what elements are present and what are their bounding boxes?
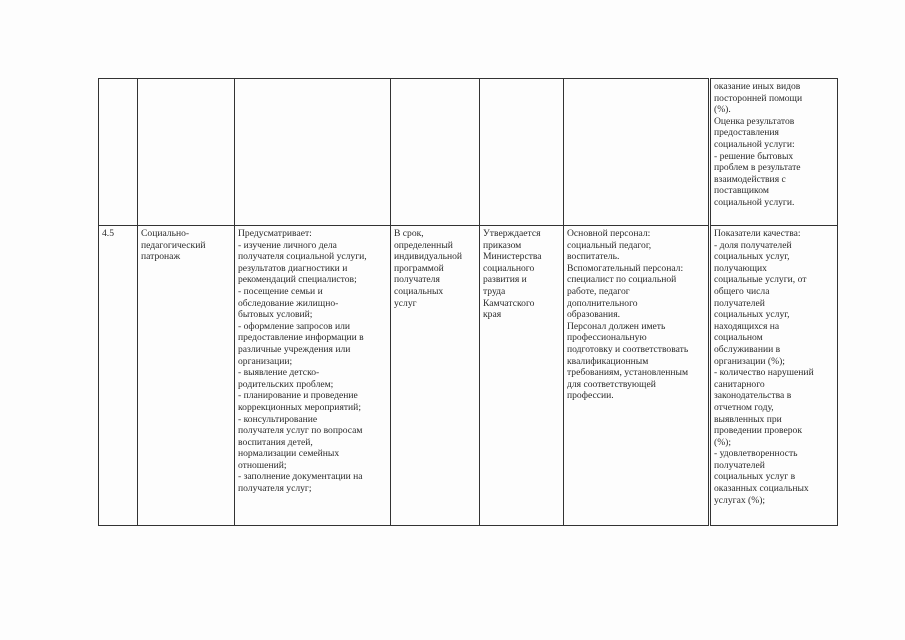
cell-service-content	[235, 226, 391, 526]
content-line: Предусматривает:	[238, 228, 312, 239]
content-line: - выявление детско-	[238, 367, 320, 379]
content-line: - консультирование	[238, 413, 318, 425]
quality-line: проблем в результате	[714, 162, 801, 174]
quality-line: предоставления	[714, 127, 779, 139]
tariff-line: Камчатского	[483, 297, 535, 309]
staff-line: воспитатель.	[567, 251, 620, 263]
term-line: получателя	[394, 274, 440, 286]
tariff-line: труда	[483, 285, 506, 297]
quality-line: Показатели качества:	[714, 228, 801, 239]
cell-staff-empty	[564, 79, 710, 226]
content-line: получателя услуг;	[238, 483, 312, 495]
content-line: получателя услуг по вопросам	[238, 425, 363, 437]
cell-quality-previous	[710, 79, 838, 226]
service-name-line: Социально-	[141, 228, 190, 239]
content-line: организации;	[238, 355, 293, 367]
tariff-line: Утверждается	[483, 228, 541, 239]
term-line: социальных	[394, 285, 444, 297]
term-line: определенный	[394, 239, 453, 251]
quality-line: социальные услуги, от	[714, 274, 807, 286]
quality-line: социальной услуги:	[714, 138, 795, 150]
staff-line: работе, педагог	[567, 285, 630, 297]
service-name-line: педагогический	[141, 239, 206, 251]
content-line: получателя социальной услуги,	[238, 251, 367, 263]
cell-content-empty	[235, 79, 391, 226]
staff-line: профессиональную	[567, 332, 647, 344]
content-line: рекомендаций специалистов;	[238, 274, 357, 286]
quality-line: услугах (%);	[714, 494, 766, 506]
tariff-line: приказом	[483, 239, 522, 251]
quality-line: социальных услуг,	[714, 309, 790, 321]
quality-line: получателей	[714, 459, 765, 471]
services-table	[98, 78, 838, 526]
term-line: индивидуальной	[394, 251, 463, 263]
quality-line: - удовлетворенность	[714, 448, 798, 460]
content-line: - изучение личного дела	[238, 239, 337, 251]
staff-line: Вспомогательный персонал:	[567, 262, 684, 274]
quality-line: - решение бытовых	[714, 150, 794, 162]
staff-line: образования.	[567, 309, 621, 321]
quality-line: социальных услуг,	[714, 251, 790, 263]
quality-line: - количество нарушений	[714, 367, 814, 379]
quality-line: получающих	[714, 262, 767, 274]
cell-term-empty	[391, 79, 480, 226]
staff-line: Персонал должен иметь	[567, 320, 666, 332]
content-line: воспитания детей,	[238, 436, 313, 448]
quality-line: оказанных социальных	[714, 483, 809, 495]
staff-line: специалист по социальной	[567, 274, 677, 286]
content-line: родительских проблем;	[238, 378, 334, 390]
content-line: нормализации семейных	[238, 448, 340, 460]
cell-service-name	[138, 226, 235, 526]
cell-staff	[564, 226, 710, 526]
quality-line: (%);	[714, 436, 732, 448]
term-line: программой	[394, 262, 444, 274]
staff-line: квалификационным	[567, 355, 649, 367]
cell-tariff	[480, 226, 564, 526]
quality-line: санитарного	[714, 378, 765, 390]
term-line: услуг	[394, 297, 417, 309]
content-line: отношений;	[238, 459, 287, 471]
tariff-line: края	[483, 309, 502, 321]
quality-line: социальном	[714, 332, 763, 344]
content-line: предоставление информации в	[238, 332, 364, 344]
content-line: - оформление запросов или	[238, 320, 351, 332]
quality-line: социальных услуг в	[714, 471, 796, 483]
content-line: - посещение семьи и	[238, 285, 323, 297]
cell-number-empty	[99, 79, 138, 226]
tariff-line: развития и	[483, 274, 527, 286]
quality-line: законодательства в	[714, 390, 792, 402]
staff-line: Основной персонал:	[567, 228, 651, 239]
row-number: 4.5	[102, 228, 114, 239]
table-row-4-5	[99, 226, 838, 526]
content-line: - заполнение документации на	[238, 471, 363, 483]
quality-line: посторонней помощи	[714, 92, 803, 104]
staff-line: социальный педагог,	[567, 239, 652, 251]
quality-line: Оценка результатов	[714, 115, 795, 127]
quality-line: организации (%);	[714, 355, 785, 367]
cell-quality	[710, 226, 838, 526]
content-line: обследование жилищно-	[238, 297, 339, 309]
tariff-line: Министерства	[483, 251, 542, 263]
staff-line: для соответствующей	[567, 378, 656, 390]
quality-line: получателей	[714, 297, 765, 309]
content-line: - планирование и проведение	[238, 390, 358, 402]
quality-line: общего числа	[714, 285, 770, 297]
quality-line: взаимодействия с	[714, 173, 786, 185]
cell-name-empty	[138, 79, 235, 226]
term-line: В срок,	[394, 228, 424, 239]
staff-line: подготовку и соответствовать	[567, 343, 689, 355]
staff-line: дополнительного	[567, 297, 638, 309]
staff-line: профессии.	[567, 390, 614, 402]
quality-line: выявленных при	[714, 413, 782, 425]
quality-line: (%).	[714, 104, 731, 116]
content-line: результатов диагностики и	[238, 262, 348, 274]
content-line: бытовых условий;	[238, 309, 313, 321]
table-row-previous	[99, 79, 838, 226]
content-line: различные учреждения или	[238, 343, 351, 355]
tariff-line: социального	[483, 262, 535, 274]
staff-line: требованиям, установленным	[567, 367, 689, 379]
quality-line: поставщиком	[714, 185, 769, 197]
cell-number	[99, 226, 138, 526]
quality-line: социальной услуги.	[714, 196, 795, 208]
cell-tariff-empty	[480, 79, 564, 226]
quality-line: - доля получателей	[714, 239, 792, 251]
quality-line: проведении проверок	[714, 425, 802, 437]
content-line: коррекционных мероприятий;	[238, 401, 361, 413]
quality-line: обслуживании в	[714, 343, 781, 355]
quality-line: находящихся на	[714, 320, 780, 332]
cell-term	[391, 226, 480, 526]
quality-line: оказание иных видов	[714, 81, 801, 92]
quality-line: отчетном году,	[714, 401, 774, 413]
service-name-line: патронаж	[141, 251, 181, 263]
